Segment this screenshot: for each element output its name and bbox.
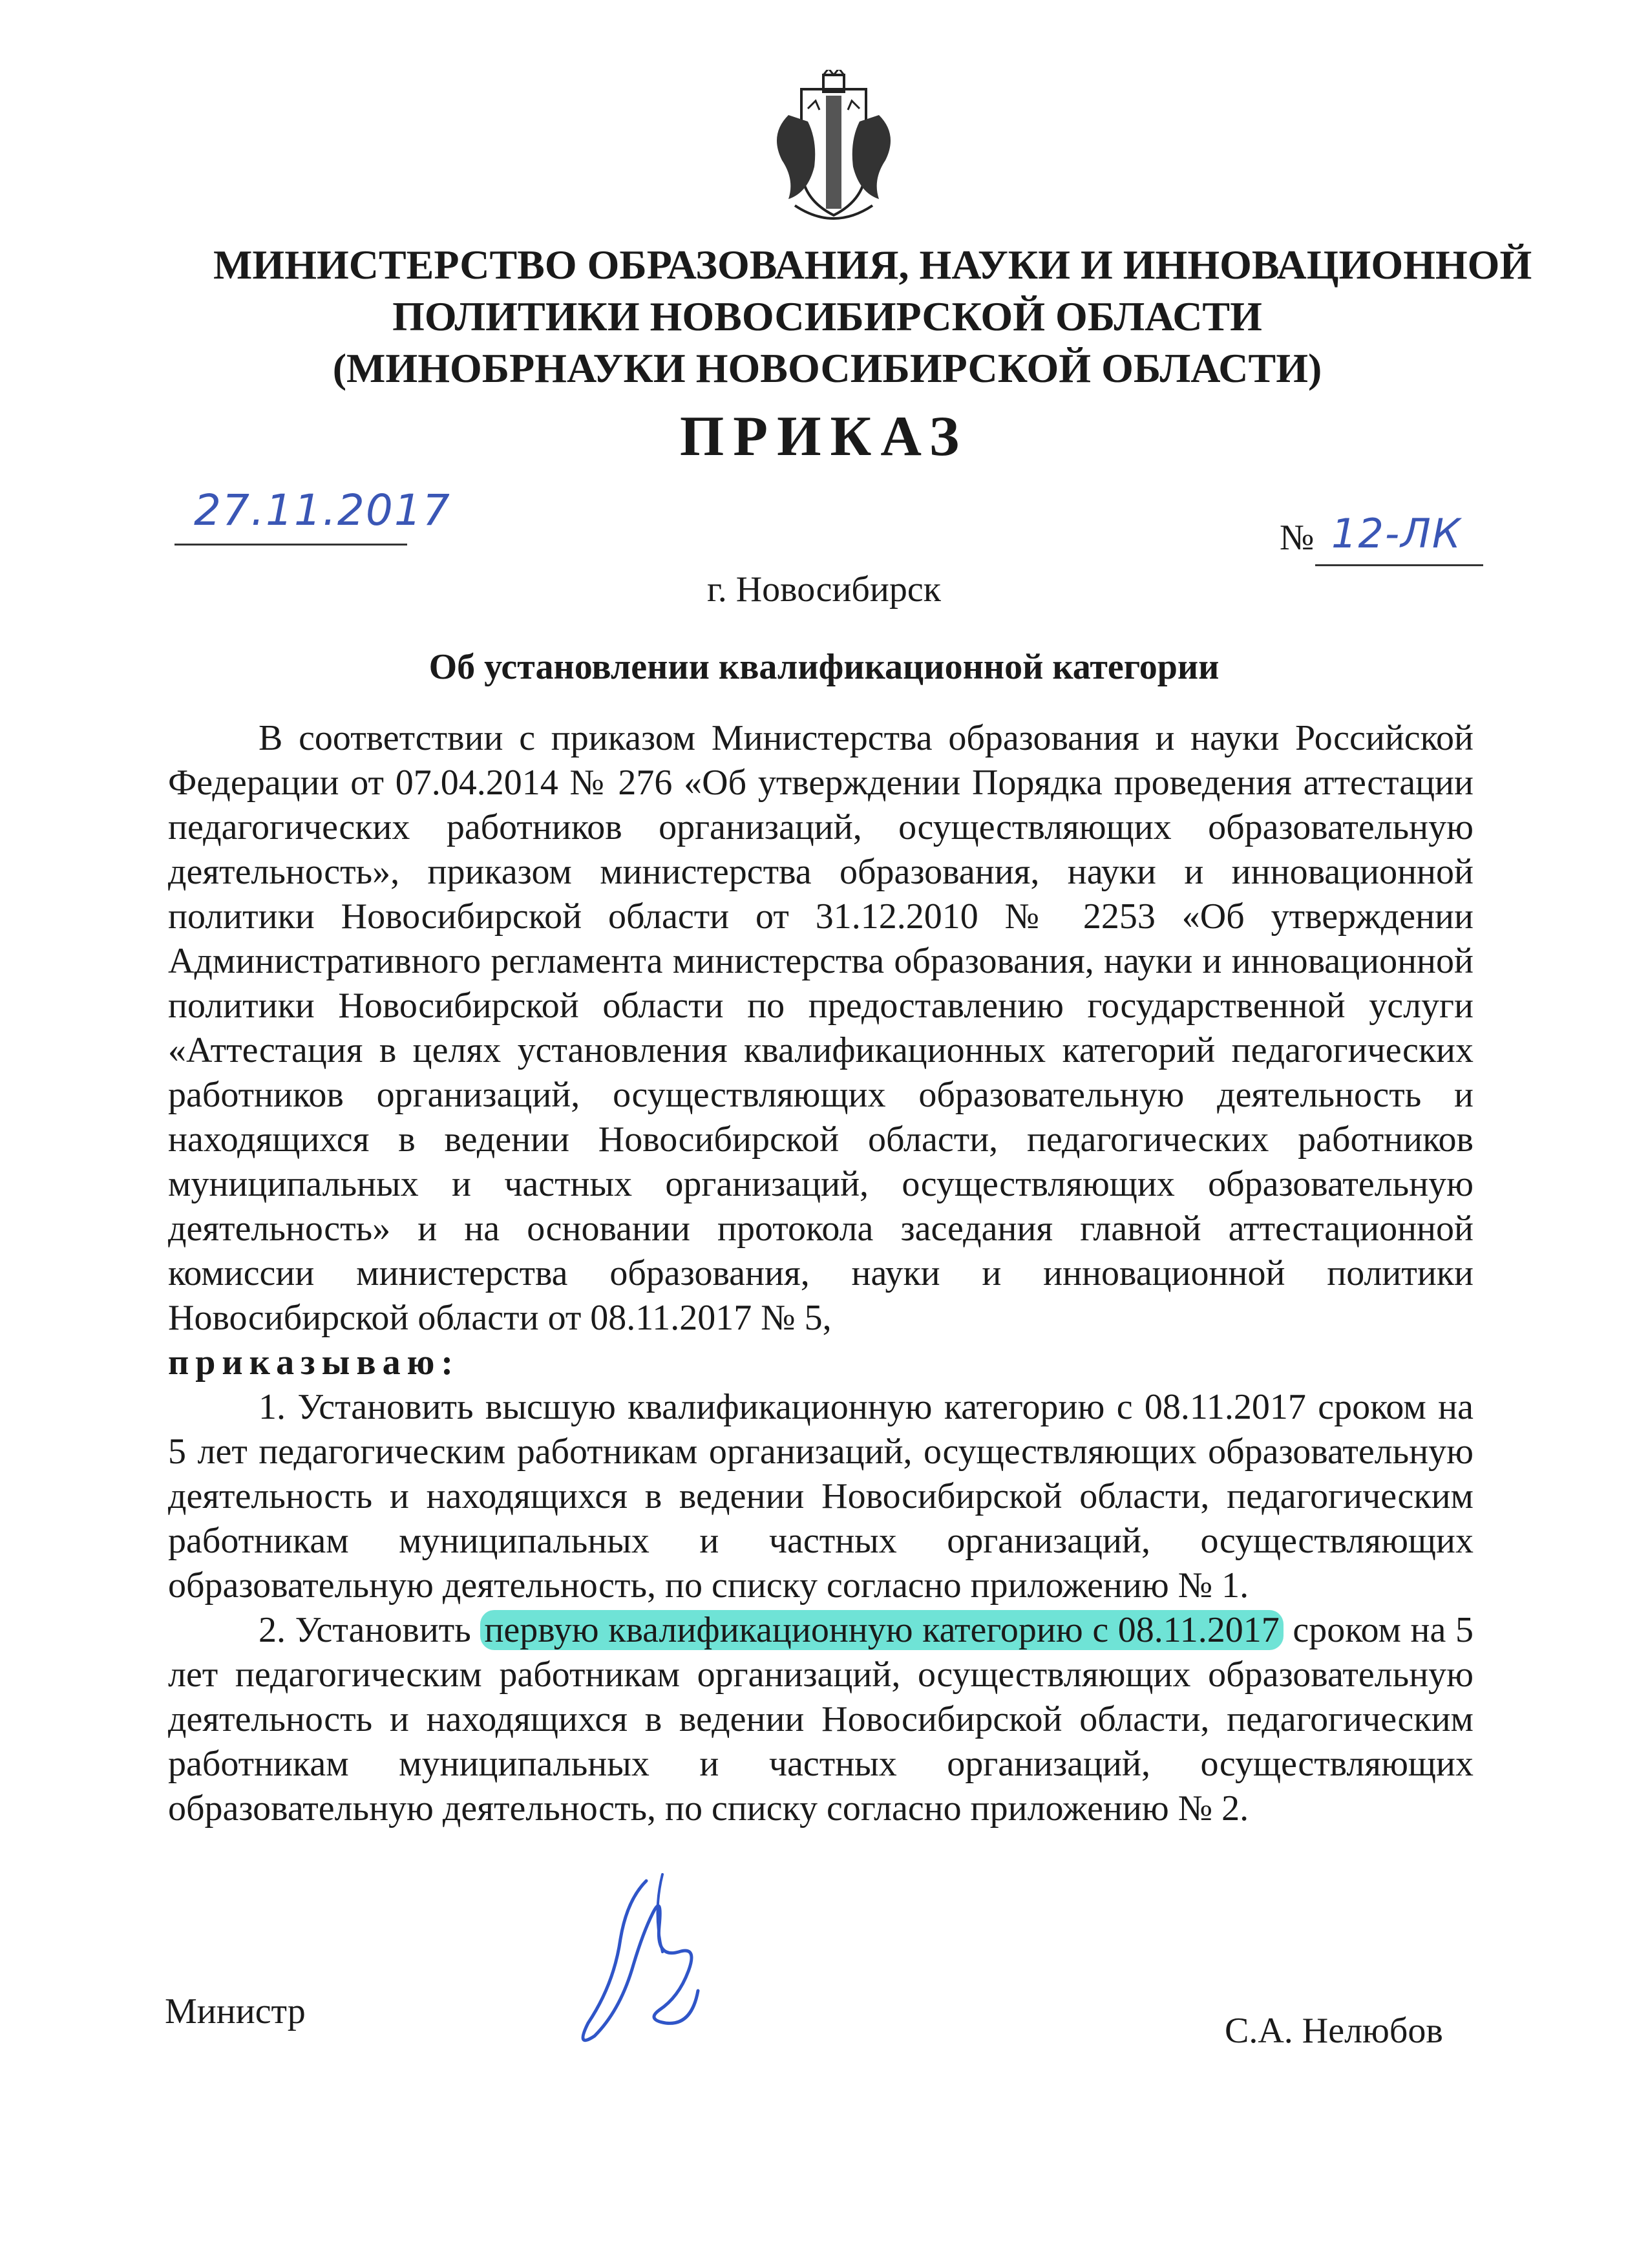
item-2-suffix: сроком на 5 лет педагогическим работникам организаций, осуществляющих образовательную деятельность и находящихся в ведении Новосибирской области, педагогическим работникам муниципальных и частных организаций, осуществляющих образовательную деятельность, по списку согласно приложению № 2. — [168, 1610, 1474, 1828]
signer-name: С.А. Нелюбов — [1225, 2011, 1443, 2051]
ministry-name — [213, 239, 1532, 394]
handwritten-number: 12-ЛК — [1331, 510, 1462, 557]
number-field — [1315, 510, 1483, 566]
item-2 — [168, 1608, 1474, 1831]
preamble-text: В соответствии с приказом Министерства образования и науки Российской Федерации от 07.04.2014 № 276 «Об утверждении Порядка проведения аттестации педагогических работников организаций, осуществляющих образовательную деятельность», приказом министерства образования, науки и инновационной политики Новосибирской области от 31.12.2010 № 2253 «Об утверждении Административного регламента министерства образования, науки и инновационной политики Новосибирской области по предоставлению государственной услуги «Аттестация в целях установления квалификационных категорий педагогических работников организаций, осуществляющих образовательную деятельность и находящихся в ведении Новосибирской области, педагогических работников муниципальных и частных организаций, осуществляющих образовательную деятельность» и на основании протокола заседания главной аттестационной комиссии министерства образования, науки и инновационной политики Новосибирской области от 08.11.2017 № 5, — [168, 718, 1474, 1338]
item-1: 1. Установить высшую квалификационную категорию с 08.11.2017 сроком на 5 лет педагогическим работникам организаций, осуществляющих образовательную деятельность и находящихся в ведении Новосибирской области, педагогическим работникам муниципальных и частных организаций, осуществляющих образовательную деятельность, по списку согласно приложению № 1. — [168, 1387, 1474, 1606]
number-label: № — [1280, 518, 1315, 558]
preamble-paragraph — [168, 716, 1474, 1341]
ministry-line: (МИНОБРНАУКИ НОВОСИБИРСКОЙ ОБЛАСТИ) — [332, 345, 1322, 391]
highlighted-text: первую квалификационную категорию с 08.11.2017 — [480, 1610, 1283, 1650]
order-body — [168, 716, 1474, 1831]
order-subject: Об установлении квалификационной категории — [428, 647, 1220, 687]
ministry-line: ПОЛИТИКИ НОВОСИБИРСКОЙ ОБЛАСТИ — [392, 293, 1262, 339]
item-2-prefix: 2. Установить — [259, 1610, 481, 1650]
date-field — [174, 485, 451, 546]
coat-of-arms-icon — [756, 70, 911, 231]
handwritten-signature-icon — [549, 1861, 756, 2068]
handwritten-date: 27.11.2017 — [194, 485, 451, 535]
city: г. Новосибирск — [707, 569, 941, 609]
document-type: ПРИКАЗ — [679, 405, 969, 468]
ministry-line: МИНИСТЕРСТВО ОБРАЗОВАНИЯ, НАУКИ И ИННОВАЦИОННОЙ — [213, 242, 1532, 288]
order-word: приказываю: — [168, 1342, 460, 1383]
minister-title: Министр — [165, 1991, 306, 2031]
